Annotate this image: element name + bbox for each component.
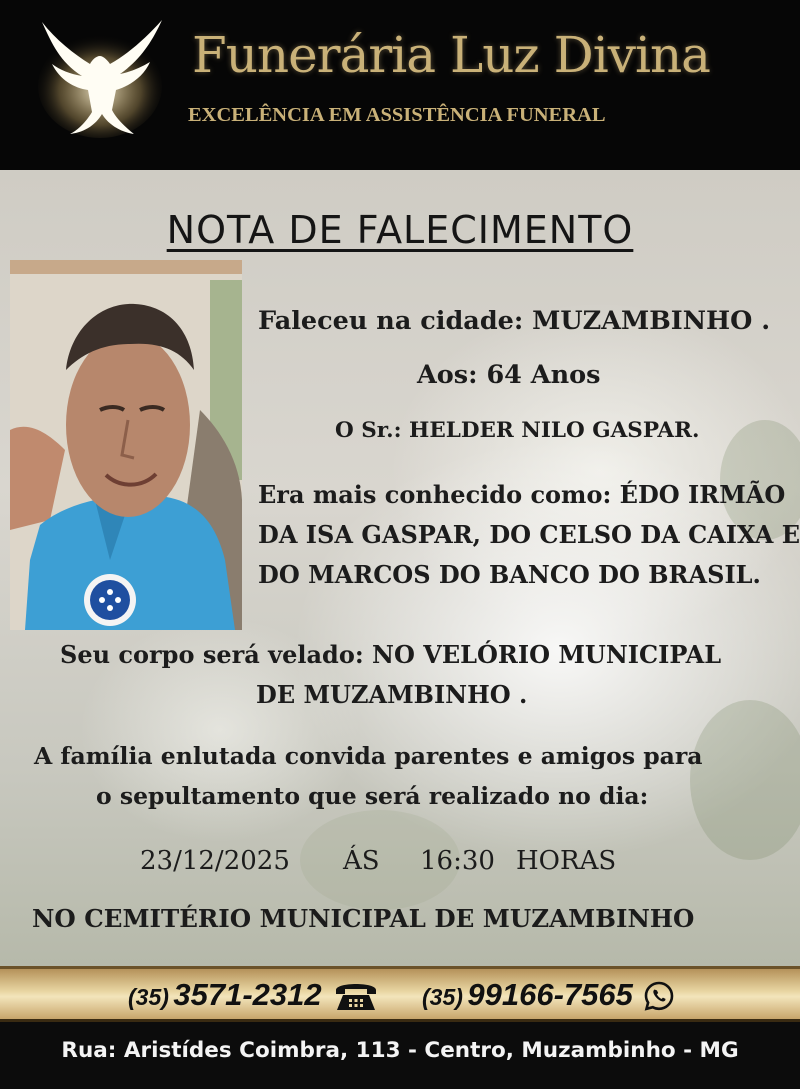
mobile-phone[interactable] (422, 977, 633, 1013)
contact-bar (0, 966, 800, 1022)
brand-name: Funerária Luz Divina (192, 26, 710, 84)
invitation-line: A família enlutada convida parentes e amigos para (34, 742, 703, 770)
known-as-line: DO MARCOS DO BANCO DO BRASIL. (258, 560, 761, 589)
landline-ddd: (35) (128, 984, 169, 1010)
brand-tagline: EXCELÊNCIA EM ASSISTÊNCIA FUNERAL (188, 104, 606, 126)
cemetery-line: NO CEMITÉRIO MUNICIPAL DE MUZAMBINHO (32, 904, 695, 933)
wake-location-line: Seu corpo será velado: NO VELÓRIO MUNICIPAL (60, 640, 722, 669)
background-leaf (690, 700, 800, 860)
telephone-icon (334, 980, 378, 1012)
mobile-ddd: (35) (422, 984, 463, 1010)
wake-location-line: DE MUZAMBINHO . (256, 680, 528, 709)
known-as-line: DA ISA GASPAR, DO CELSO DA CAIXA E (258, 520, 800, 549)
burial-time: 16:30 (420, 846, 495, 876)
landline-number: 3571-2312 (173, 977, 322, 1012)
notice-title: NOTA DE FALECIMENTO (166, 208, 634, 252)
burial-hours-label: HORAS (516, 846, 617, 876)
burial-at-label: ÁS (343, 846, 380, 876)
deceased-photo (10, 260, 242, 630)
burial-date: 23/12/2025 (140, 846, 290, 876)
address-text: Rua: Aristídes Coimbra, 113 - Centro, Muzambinho - MG (61, 1038, 739, 1063)
death-city-line: Faleceu na cidade: MUZAMBINHO . (258, 306, 771, 336)
known-as-line: Era mais conhecido como: ÉDO IRMÃO (258, 480, 786, 509)
dove-icon (30, 14, 170, 144)
age-line: Aos: 64 Anos (417, 360, 601, 390)
invitation-line: o sepultamento que será realizado no dia: (96, 782, 649, 810)
deceased-name-line: O Sr.: HELDER NILO GASPAR. (335, 418, 700, 443)
notice-panel (0, 170, 800, 966)
landline-phone[interactable] (128, 977, 322, 1013)
whatsapp-icon (643, 980, 675, 1012)
mobile-number: 99166-7565 (467, 977, 633, 1012)
address-bar (0, 1022, 800, 1089)
header (0, 0, 800, 170)
